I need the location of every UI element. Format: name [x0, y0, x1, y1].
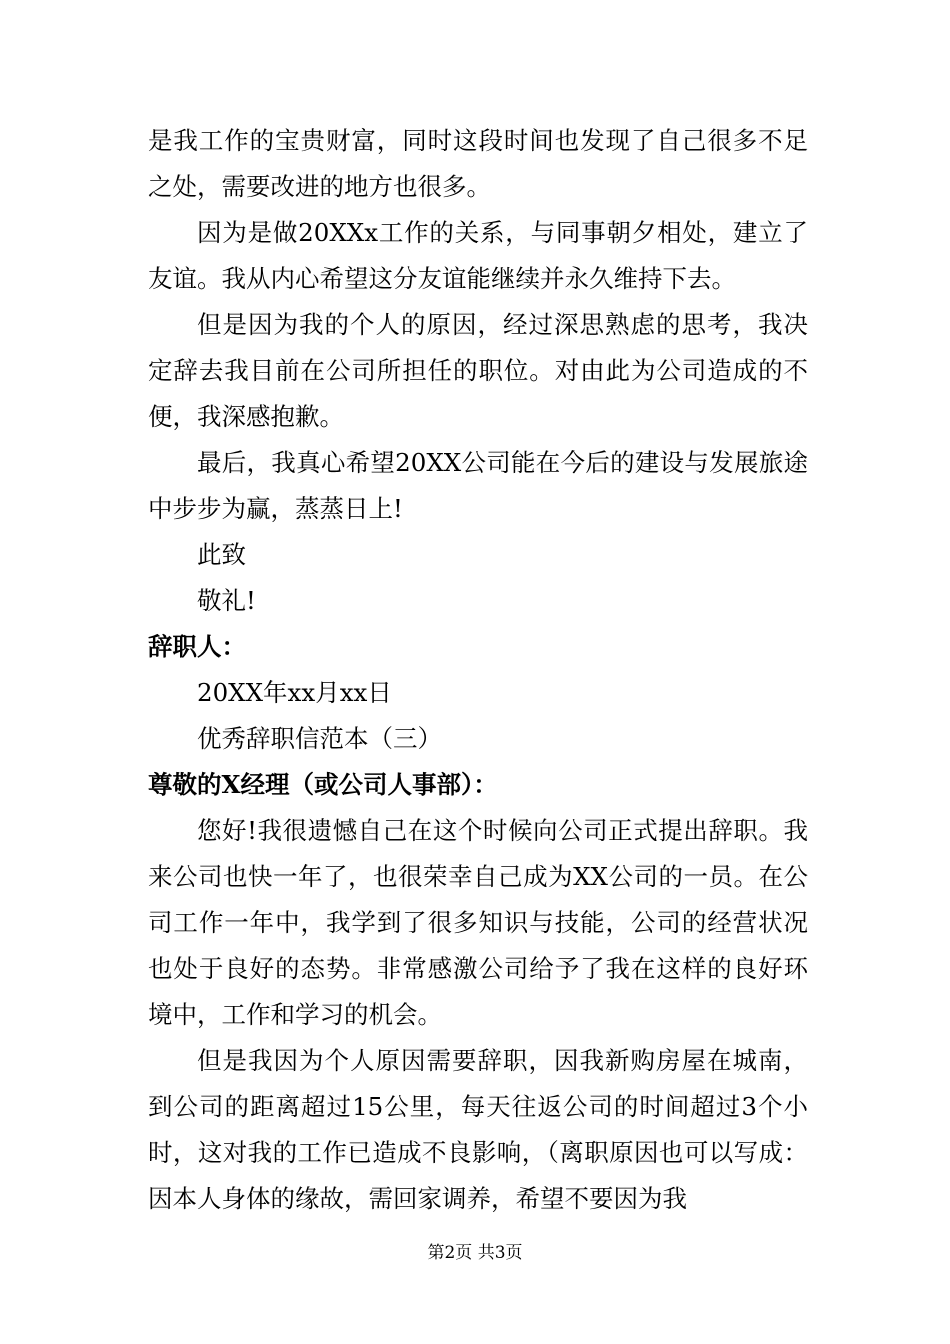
paragraph-3: 但是因为我的个人的原因，经过深思熟虑的思考，我决定辞去我目前在公司所担任的职位。对由此为公司造成的不便，我深感抱歉。 [148, 310, 808, 431]
date-line: 20XX年xx月xx日 [197, 678, 392, 707]
document-body [148, 118, 808, 1222]
salutation-cizhi: 此致 [197, 540, 246, 569]
salutation-jingli: 敬礼! [197, 586, 256, 615]
paragraph-2: 因为是做20XXx工作的关系，与同事朝夕相处，建立了友谊。我从内心希望这分友谊能继续并永久维持下去。 [148, 218, 808, 293]
page-number-footer: 第2页 共3页 [427, 1243, 523, 1263]
paragraph-reason: 但是我因为个人原因需要辞职，因我新购房屋在城南，到公司的距离超过15公里，每天往返公司的时间超过3个小时，这对我的工作已造成不良影响，（离职原因也可以写成：因本人身体的缘故，需回家调养，希望不要因为我 [148, 1046, 808, 1213]
paragraph-greeting: 您好!我很遗憾自己在这个时候向公司正式提出辞职。我来公司也快一年了，也很荣幸自己成为XX公司的一员。在公司工作一年中，我学到了很多知识与技能，公司的经营状况也处于良好的态势。非常感激公司给予了我在这样的良好环境中，工作和学习的机会。 [148, 816, 808, 1029]
resigner-label: 辞职人： [148, 632, 246, 661]
paragraph-1: 是我工作的宝贵财富，同时这段时间也发现了自己很多不足之处，需要改进的地方也很多。 [148, 126, 808, 201]
section-title: 优秀辞职信范本（三） [197, 724, 442, 753]
paragraph-4: 最后，我真心希望20XX公司能在今后的建设与发展旅途中步步为赢，蒸蒸日上! [148, 448, 808, 523]
recipient-line: 尊敬的X经理（或公司人事部）： [148, 770, 498, 799]
